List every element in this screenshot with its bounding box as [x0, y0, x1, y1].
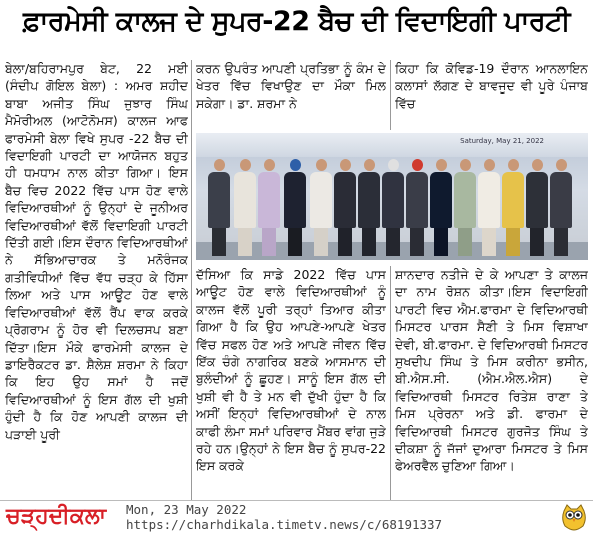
- person-figure: [550, 159, 572, 256]
- person-figure: [284, 159, 306, 256]
- person-figure: [526, 159, 548, 256]
- column-divider: [390, 266, 391, 500]
- person-figure: [334, 159, 356, 256]
- article-text: ਸ਼ਾਨਦਾਰ ਨਤੀਜੇ ਦੇ ਕੇ ਆਪਣਾ ਤੇ ਕਾਲਜ ਦਾ ਨਾਮ ਰੋਸ਼ਨ ਕੀਤਾ।ਇਸ ਵਿਦਾਇਗੀ ਪਾਰਟੀ ਵਿਚ ਐਮ.ਫਾਰਮਾ ਦੇ ਵਿਦਿਆਰਥੀ ਮਿਸਟਰ ਪਾਰਸ ਸੈਣੀ ਤੇ ਮਿਸ ਵਿਸ਼ਾਖਾ ਦੇਵੀ, ਬੀ.ਫਾਰਮਾ. ਦੇ ਵਿਦਿਆਰਥੀ ਮਿਸਟਰ ਸੁਖਦੀਪ ਸਿੰਘ ਤੇ ਮਿਸ ਕਰੀਨਾ ਭਸੀਨ, ਬੀ.ਐਸ.ਸੀ. (ਐਮ.ਐਲ.ਐਸ) ਦੇ ਵਿਦਿਆਰਥੀ ਮਿਸਟਰ ਰਿਤੇਸ਼ ਰਾਣਾ ਤੇ ਮਿਸ ਪ੍ਰੇਰਨਾ ਅਤੇ ਡੀ. ਫਾਰਮਾ ਦੇ ਵਿਦਿਆਰਥੀ ਮਿਸਟਰ ਗੁਰਜੋਤ ਸਿੰਘ ਤੇ ਦੀਕਸ਼ਾ ਨੂੰ ਜੱਜਾਂ ਦੁਆਰਾ ਮਿਸਟਰ ਤੇ ਮਿਸ ਫੇਅਰਵੈਲ ਚੁਣਿਆ ਗਿਆ।: [395, 267, 588, 474]
- article-link[interactable]: https://charhdikala.timetv.news/c/68191337: [126, 517, 443, 532]
- person-figure: [382, 159, 404, 256]
- article-column-3-top: [395, 60, 588, 130]
- footer-divider: [0, 500, 593, 501]
- person-figure: [406, 159, 428, 256]
- owl-icon: [560, 503, 588, 531]
- person-figure: [208, 159, 230, 256]
- article-text: ਕਿਹਾ ਕਿ ਕੋਵਿਡ-19 ਦੌਰਾਨ ਆਨਲਾਇਨ ਕਲਾਸਾਂ ਲੱਗਣ ਦੇ ਬਾਵਜੂਦ ਵੀ ਪੂਰੇ ਪੰਜਾਬ ਵਿੱਚ: [395, 61, 588, 111]
- photo-banner: Saturday, May 21, 2022: [196, 133, 588, 157]
- article-text: ਬੇਲਾ/ਬਹਿਰਾਮਪੁਰ ਬੇਟ, 22 ਮਈ (ਸੰਦੀਪ ਗੋਇਲ ਬੇਲਾ) : ਅਮਰ ਸ਼ਹੀਦ ਬਾਬਾ ਅਜੀਤ ਸਿੰਘ ਜੁਝਾਰ ਸਿੰਘ ਮੈਮੋਰੀਅਲ (ਆਟੋਨੋਮਸ) ਕਾਲਜ ਆਫ ਫਾਰਮੇਸੀ ਬੇਲਾ ਵਿਖੇ ਸੁਪਰ -22 ਬੈਚ ਦੀ ਵਿਦਾਇਗੀ ਪਾਰਟੀ ਦਾ ਆਯੋਜਨ ਬਹੁਤ ਹੀ ਧਮਧਾਮ ਨਾਲ ਕੀਤਾ ਗਿਆ। ਇਸ ਬੈਚ ਵਿਚ 2022 ਵਿੱਚ ਪਾਸ ਹੋਣ ਵਾਲੇ ਵਿਦਿਆਰਥੀਆਂ ਨੂੰ ਉਨ੍ਹਾਂ ਦੇ ਜੂਨੀਅਰ ਵਿਦਿਆਰਥੀਆਂ ਵੱਲੋਂ ਵਿਦਾਇਗੀ ਪਾਰਟੀ ਦਿੱਤੀ ਗਈ।ਇਸ ਦੌਰਾਨ ਵਿਦਿਆਰਥੀਆਂ ਨੇ ਸੱਭਿਆਚਾਰਕ ਤੇ ਮਨੋਰੰਜਕ ਗਤੀਵਿਧੀਆਂ ਵਿੱਚ ਵੱਧ ਚੜ੍ਹ ਕੇ ਹਿੱਸਾ ਲਿਆ ਅਤੇ ਪਾਸ ਆਊਟ ਹੋਣ ਵਾਲੇ ਵਿਦਿਆਰਥੀਆਂ ਵੱਲੋਂ ਰੈਂਪ ਵਾਕ ਕਰਕੇ ਪ੍ਰੋਗਰਾਮ ਨੂੰ ਹੋਰ ਵੀ ਦਿਲਚਸਪ ਬਣਾ ਦਿੱਤਾ।ਇਸ ਮੌਕੇ ਫਾਰਮੇਸੀ ਕਾਲਜ ਦੇ ਡਾਇਰੈਕਟਰ ਡਾ. ਸ਼ੈਲੇਸ਼ ਸ਼ਰਮਾ ਨੇ ਕਿਹਾ ਕਿ ਇਹ ਉਹ ਸਮਾਂ ਹੈ ਜਦੋਂ ਵਿਦਿਆਰਥੀਆਂ ਨੂੰ ਇਸ ਗੱਲ ਦੀ ਖੁਸ਼ੀ ਹੁੰਦੀ ਹੈ ਕਿ ਹੋਣ ਆਪਣੀ ਕਾਲਜ ਦੀ ਪੜਾਈ ਪੂਰੀ: [5, 61, 188, 442]
- person-figure: [502, 159, 524, 256]
- person-figure: [454, 159, 476, 256]
- person-figure: [234, 159, 256, 256]
- article-text: ਦੱਸਿਆ ਕਿ ਸਾਡੇ 2022 ਵਿੱਚ ਪਾਸ ਆਊਟ ਹੋਣ ਵਾਲੇ ਵਿਦਿਆਰਥੀਆਂ ਨੂੰ ਕਾਲਜ ਵੱਲੋਂ ਪੂਰੀ ਤਰ੍ਹਾਂ ਤਿਆਰ ਕੀਤਾ ਗਿਆ ਹੈ ਕਿ ਉਹ ਆਪਣੇ-ਆਪਣੇ ਖੇਤਰ ਵਿੱਚ ਸਫਲ ਹੋਣ ਅਤੇ ਆਪਣੇ ਜੀਵਨ ਵਿੱਚ ਇੱਕ ਚੰਗੇ ਨਾਗਰਿਕ ਬਣਕੇ ਆਸਮਾਨ ਦੀ ਬੁਲੰਦੀਆਂ ਨੂੰ ਛੂਹਣ। ਸਾਨੂੰ ਇਸ ਗੱਲ ਦੀ ਖੁਸ਼ੀ ਵੀ ਹੈ ਤੇ ਮਨ ਵੀ ਦੁੱਖੀ ਹੁੰਦਾ ਹੈ ਕਿ ਅਸੀਂ ਇਨ੍ਹਾਂ ਵਿਦਿਆਰਥੀਆਂ ਦੇ ਨਾਲ ਕਾਫੀ ਲੰਮਾ ਸਮਾਂ ਪਰਿਵਾਰ ਮੈਂਬਰ ਵਾਂਗ ਜੁੜੇ ਰਹੇ ਹਨ।ਉਨ੍ਹਾਂ ਨੇ ਇਸ ਬੈਚ ਨੂੰ ਸੁਪਰ-22 ਇਸ ਕਰਕੇ: [196, 267, 386, 474]
- headline: ਫ਼ਾਰਮੇਸੀ ਕਾਲਜ ਦੇ ਸੁਪਰ-22 ਬੈਚ ਦੀ ਵਿਦਾਇਗੀ ਪਾਰਟੀ: [22, 6, 571, 37]
- farewell-group-photo: [196, 133, 588, 260]
- person-figure: [358, 159, 380, 256]
- article-column-2-top: [196, 60, 386, 130]
- article-text: ਕਰਨ ਉਪਰੰਤ ਆਪਣੀ ਪ੍ਰਤਿਭਾ ਨੂੰ ਕੰਮ ਦੇ ਖੇਤਰ ਵਿੱਚ ਵਿਖਾਉਣ ਦਾ ਮੌਕਾ ਮਿਲ ਸਕੇਗਾ। ਡਾ. ਸ਼ਰਮਾ ਨੇ: [196, 61, 386, 111]
- article-column-1: [5, 60, 188, 500]
- person-figure: [310, 159, 332, 256]
- person-figure: [258, 159, 280, 256]
- publish-date: Mon, 23 May 2022: [126, 502, 247, 517]
- article-column-3-bottom: [395, 266, 588, 500]
- article-column-2-bottom: [196, 266, 386, 500]
- person-figure: [430, 159, 452, 256]
- column-divider: [390, 60, 391, 130]
- column-divider: [191, 60, 192, 500]
- person-figure: [478, 159, 500, 256]
- newspaper-logo: ਚੜ੍ਹਦੀਕਲਾ: [6, 504, 107, 529]
